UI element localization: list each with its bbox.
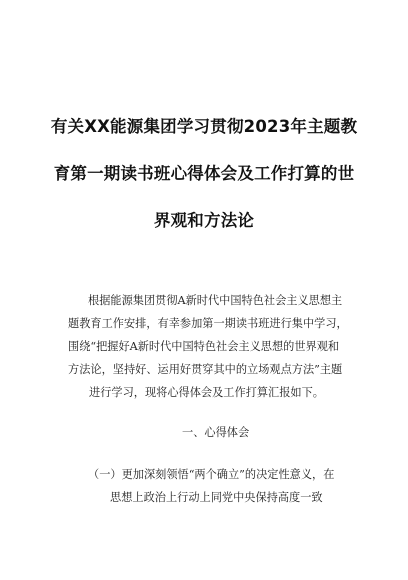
intro-paragraph-line-1: 根据能源集团贯彻A新时代中国特色社会主义思想主 [88, 294, 343, 307]
section-paragraph-line-2: 思想上政治上行动上同党中央保持高度一致 [110, 491, 323, 504]
document-title-line-3: 界观和方法论 [153, 211, 255, 230]
intro-paragraph-line-5: 进行学习，现将心得体会及工作打算汇报如下。 [89, 386, 324, 399]
section-heading: 一、心得体会 [182, 426, 250, 439]
document-title-line-1: 有关XX能源集团学习贯彻2023年主题教 [50, 117, 358, 136]
section-paragraph-line-1: （一）更加深刻领悟“两个确立”的决定性意义，在 [88, 468, 335, 481]
intro-paragraph-line-4: 方法论，坚持好、运用好贯穿其中的立场观点方法”主题 [68, 363, 343, 376]
document-title-line-2: 育第一期读书班心得体会及工作打算的世 [53, 164, 355, 183]
intro-paragraph-line-3: 围绕“把握好A新时代中国特色社会主义思想的世界观和 [68, 340, 340, 353]
intro-paragraph-line-2: 题教育工作安排，有幸参加第一期读书班进行集中学习， [68, 317, 348, 330]
